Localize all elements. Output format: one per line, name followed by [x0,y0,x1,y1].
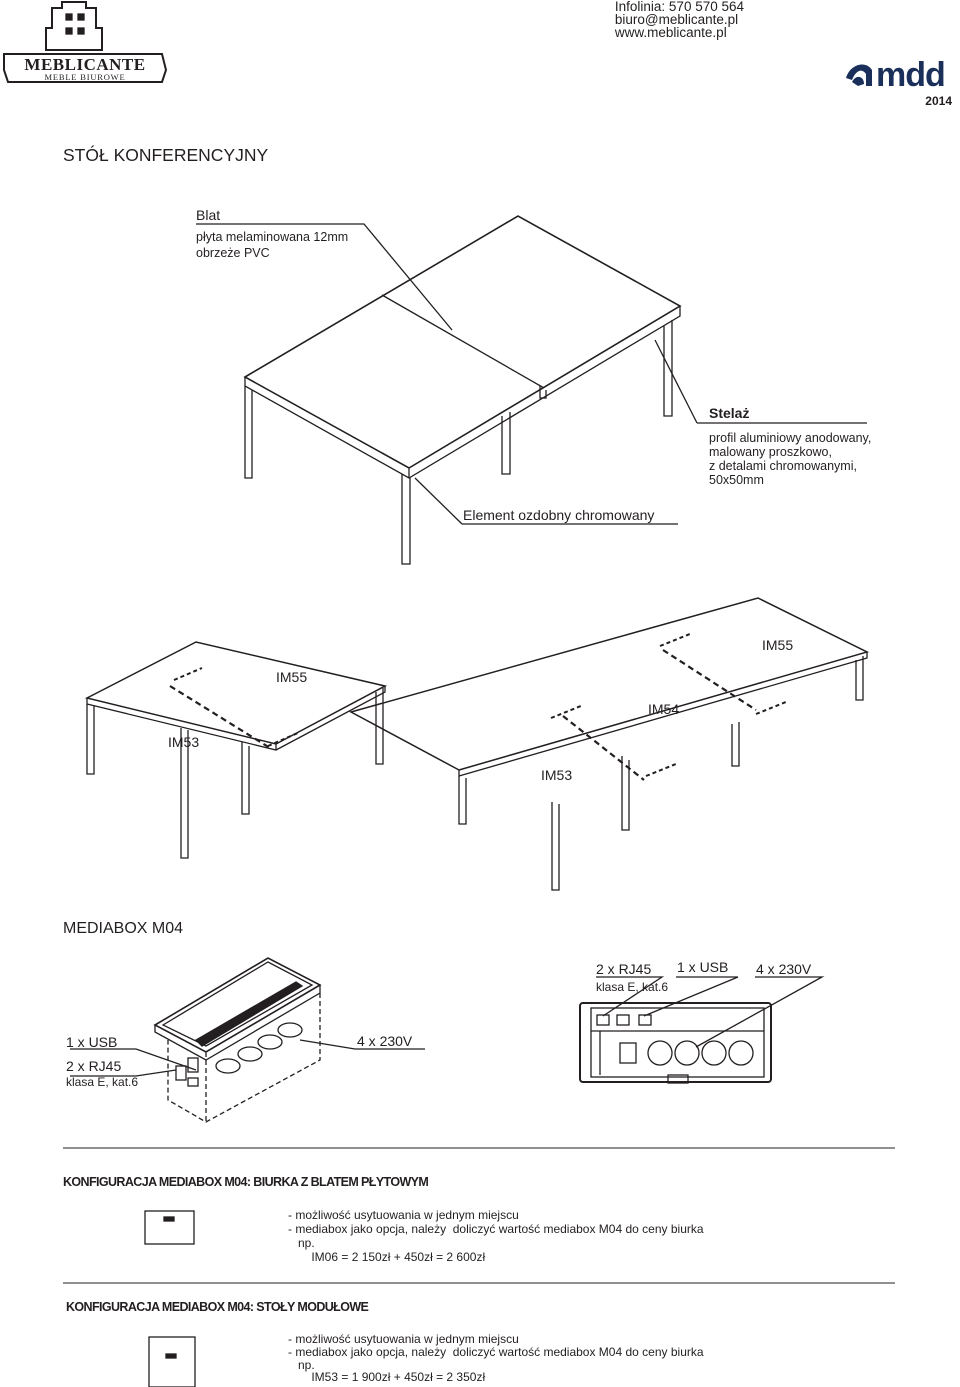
config2-line-1: - możliwość usytuowania w jednym miejscu [288,1332,519,1346]
stelaz-line-1: profil aluminiowy anodowany, [709,431,872,445]
module-right-middle: IM54 [648,701,680,717]
stelaz-line-4: 50x50mm [709,473,764,487]
mb-right-power: 4 x 230V [756,961,812,977]
blat-line-1: płyta melaminowana 12mm [196,230,349,244]
element-label: Element ozdobny chromowany [463,507,655,523]
config2-line-2: - mediabox jako opcja, należy doliczyć wartość mediabox M04 do ceny biurka [288,1345,704,1359]
year: 2014 [925,94,952,108]
mediabox-heading: MEDIABOX M04 [63,920,184,937]
phone-line: Infolinia: 570 570 564 [614,0,744,14]
module-right-back: IM55 [762,637,794,653]
mediabox-icon-2 [149,1337,195,1387]
mb-left-power: 4 x 230V [357,1033,413,1049]
partner-logo-text: mdd [876,56,945,94]
stelaz-line-3: z detalami chromowanymi, [709,459,857,473]
website-link[interactable]: www.meblicante.pl [614,25,727,40]
config1-line-2: - mediabox jako opcja, należy doliczyć wartość mediabox M04 do ceny biurka [288,1222,704,1236]
mb-left-usb: 1 x USB [66,1034,118,1050]
mb-right-rj45-class: klasa E, kat.6 [596,980,669,994]
module-left-top: IM55 [276,669,308,685]
email-link[interactable]: biuro@meblicante.pl [614,12,739,27]
config1-line-3: np. [288,1236,315,1250]
mb-right-rj45: 2 x RJ45 [596,961,652,977]
config2-heading: KONFIGURACJA MEDIABOX M04: STOŁY MODUŁOWE [66,1300,369,1314]
module-left-front: IM53 [168,734,200,750]
config2-line-3: np. [288,1358,315,1372]
config1-line-4: IM06 = 2 150zł + 450zł = 2 600zł [288,1250,486,1264]
brand-name: MEBLICANTE [24,55,146,74]
mb-left-rj45-class: klasa E, kat.6 [66,1075,139,1089]
mb-right-usb: 1 x USB [677,959,729,975]
contact-block [615,0,744,39]
mediabox-icon-1 [145,1211,194,1244]
stelaz-line-2: malowany proszkowo, [709,445,832,459]
stelaz-heading: Stelaż [709,405,750,421]
config2-line-4: IM53 = 1 900zł + 450zł = 2 350zł [288,1370,486,1384]
mb-left-rj45: 2 x RJ45 [66,1058,122,1074]
page-title: STÓŁ KONFERENCYJNY [63,145,269,165]
brand-tagline: MEBLE BIUROWE [44,72,126,82]
config1-line-1: - możliwość usytuowania w jednym miejscu [288,1208,519,1222]
config1-heading: KONFIGURACJA MEDIABOX M04: BIURKA Z BLATEM PŁYTOWYM [63,1175,429,1189]
modules-left-drawing [87,642,385,858]
blat-heading: Blat [196,207,221,223]
blat-line-2: obrzeże PVC [196,246,270,260]
mdd-logo [846,64,872,86]
module-right-front: IM53 [541,767,573,783]
